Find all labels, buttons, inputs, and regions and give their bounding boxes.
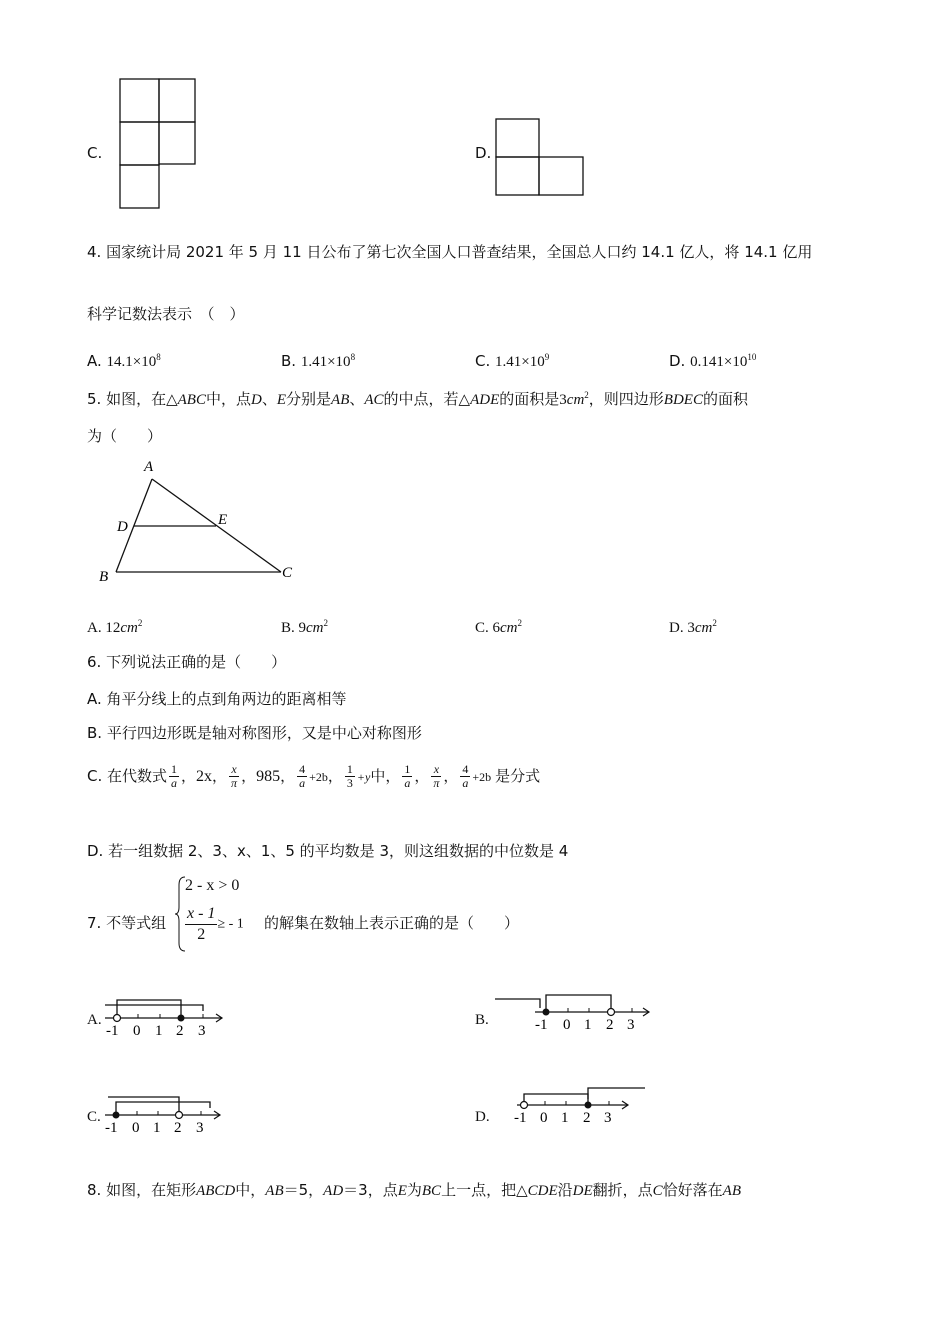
- svg-text:-1: -1: [106, 1023, 119, 1039]
- label-b: B: [99, 569, 109, 585]
- q5-option-b: B. $9cm^2$: [281, 618, 329, 636]
- q7-option-a-label: A.: [87, 1012, 102, 1028]
- expr-4-over-a-plus-2b-2: $\frac{4}{a}$: [462, 762, 469, 790]
- q7-option-b-label: B.: [475, 1012, 489, 1028]
- svg-text:1: 1: [584, 1017, 592, 1033]
- expr-1-over-3-plus-y: $\frac{1}{3}$: [346, 762, 353, 790]
- q8-stem: 8. 如图，在矩形ABCD中，AB＝5，AD＝3，点E为BC上一点，把△CDE沿DE翻折，点C恰好落在AB: [87, 1181, 741, 1199]
- q6-option-d: D. 若一组数据 2、3、x、1、5 的平均数是 3，则这组数据的中位数是 4: [87, 842, 569, 860]
- q5-option-a: A. $12cm^2$: [87, 618, 143, 636]
- label-e: E: [218, 512, 228, 528]
- q6-stem: 6. 下列说法正确的是（ ）: [87, 653, 287, 671]
- q4-option-a: A. $14.1\times 10^8$: [87, 352, 161, 370]
- q7-inequality-1: 2 - x > 0: [185, 877, 240, 894]
- expr-1-over-a-2: $\frac{1}{a}$: [404, 762, 411, 790]
- q4-option-c: C. $1.41\times 10^9$: [475, 352, 550, 370]
- svg-text:3: 3: [196, 1120, 204, 1136]
- q5-stem-line1: 5. 如图，在△ABC中，点D、E分别是AB、AC的中点，若△ADE的面积是$3cm^2$，则四边形BDEC的面积: [87, 390, 748, 408]
- q4-stem-line2: 科学记数法表示 （ ）: [87, 305, 245, 323]
- q3-option-d-figure: [495, 118, 587, 198]
- label-a: A: [144, 459, 154, 475]
- label-c: C: [282, 565, 293, 581]
- q5-option-c: C. $6cm^2$: [475, 618, 523, 636]
- q7-prefix: 7. 不等式组: [87, 914, 167, 932]
- svg-text:-1: -1: [535, 1017, 548, 1033]
- svg-text:0: 0: [133, 1023, 141, 1039]
- svg-text:2: 2: [583, 1110, 591, 1126]
- q7-option-c-numberline: [100, 1092, 230, 1137]
- svg-text:2: 2: [176, 1023, 184, 1039]
- q5-triangle-figure: [95, 455, 305, 585]
- svg-text:0: 0: [540, 1110, 548, 1126]
- q4-option-b: B. $1.41\times 10^8$: [281, 352, 356, 370]
- svg-text:1: 1: [153, 1120, 161, 1136]
- label-d: D: [117, 519, 128, 535]
- svg-text:2: 2: [606, 1017, 614, 1033]
- q6-option-c: C. 在代数式 $\frac{1}{a}$ ，2x， $\frac{x}{\pi}$ ，985， $\frac{4}{a}$ +2b， $\frac{1}{3}$ +y中， $\frac{1}{a}$ ， $\frac{x}{\pi}$ ， $\frac{4}{a}$ +2b 是分式: [87, 762, 541, 790]
- q4-stem-line1: 4. 国家统计局 2021 年 5 月 11 日公布了第七次全国人口普查结果，全国总人口约 14.1 亿人，将 14.1 亿用: [87, 243, 813, 261]
- svg-text:1: 1: [561, 1110, 569, 1126]
- q7-option-a-numberline: [100, 995, 230, 1040]
- q7-suffix: 的解集在数轴上表示正确的是（ ）: [264, 914, 520, 932]
- q3-option-d-label: D.: [475, 144, 492, 162]
- q7-option-b-numberline: [493, 990, 658, 1035]
- q6-option-b: B. 平行四边形既是轴对称图形，又是中心对称图形: [87, 724, 422, 742]
- expr-4-over-a-plus-2b: $\frac{4}{a}$: [299, 762, 306, 790]
- svg-text:3: 3: [604, 1110, 612, 1126]
- q3-option-c-figure: [118, 78, 198, 210]
- svg-text:0: 0: [563, 1017, 571, 1033]
- svg-text:-1: -1: [105, 1120, 118, 1136]
- svg-text:1: 1: [155, 1023, 163, 1039]
- q4-option-d: D. $0.141\times 10^{10}$: [669, 352, 757, 370]
- svg-text:-1: -1: [514, 1110, 527, 1126]
- svg-text:3: 3: [198, 1023, 206, 1039]
- q7-option-d-numberline: [512, 1083, 652, 1128]
- q7-inequality-2: $\frac{x - 1}{2}$ ≥ - 1: [187, 905, 244, 943]
- svg-text:2: 2: [174, 1120, 182, 1136]
- q3-option-c-label: C.: [87, 144, 103, 162]
- svg-text:0: 0: [132, 1120, 140, 1136]
- q5-option-d: D. $3cm^2$: [669, 618, 717, 636]
- q7-option-d-label: D.: [475, 1109, 490, 1125]
- expr-x-over-pi: $\frac{x}{\pi}$: [231, 762, 238, 790]
- expr-1-over-a: $\frac{1}{a}$: [171, 762, 178, 790]
- svg-text:3: 3: [627, 1017, 635, 1033]
- expr-x-over-pi-2: $\frac{x}{\pi}$: [433, 762, 440, 790]
- q5-stem-line2: 为（ ）: [87, 427, 163, 445]
- q6-option-a: A. 角平分线上的点到角两边的距离相等: [87, 690, 347, 708]
- q7-option-c-label: C.: [87, 1109, 101, 1125]
